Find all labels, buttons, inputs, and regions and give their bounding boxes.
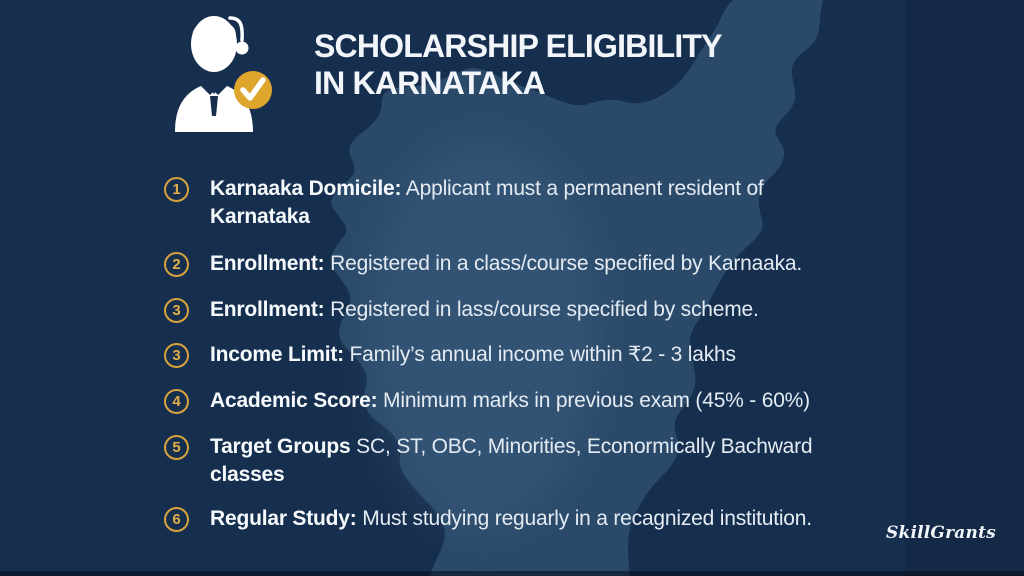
eligibility-item-6 [164,433,812,489]
page-title-line1: SCHOLARSHIP ELIGIBILITY [314,28,722,64]
item-label: Academic Score: [210,389,378,412]
item-number-badge: 3 [164,298,189,323]
item-description: Must studying reguarly in a recagnized institution. [356,507,812,530]
page-title [314,28,722,102]
eligibility-item-2 [164,250,802,278]
item-label: Target Groups [210,435,351,458]
item-suffix: classes [210,463,285,486]
item-text [210,505,812,533]
item-number-badge: 4 [164,389,189,414]
item-number-badge: 2 [164,252,189,277]
item-text [210,250,802,278]
item-description: SC, ST, OBC, Minorities, Econormically Bachward [350,435,813,458]
item-number-badge: 3 [164,343,189,368]
item-label: Enrollment: [210,252,325,275]
item-text [210,341,736,369]
item-text [210,175,764,231]
item-text [210,296,759,324]
item-number-badge: 5 [164,435,189,460]
page-title-line2: IN KARNATAKA [314,65,545,101]
eligibility-item-1 [164,175,764,231]
item-label: Enrollment: [210,298,325,321]
checkmark-badge-icon [234,71,272,109]
item-description: Registered in lass/course specified by scheme. [324,298,759,321]
student-checkmark-icon [163,6,298,132]
eligibility-item-4 [164,341,736,369]
right-edge-shade [905,0,1024,576]
item-description: Applicant must a permanent resident of [401,177,764,200]
item-description: Minimum marks in previous exam (45% - 60%) [377,389,810,412]
item-suffix: Karnataka [210,205,310,228]
item-number-badge: 1 [164,177,189,202]
item-description: Family’s annual income within ₹2 - 3 lakhs [343,343,736,366]
eligibility-item-3 [164,296,759,324]
eligibility-item-7 [164,505,812,533]
item-text [210,387,810,415]
item-description: Registered in a class/course specified by Karnaaka. [324,252,803,275]
item-number-badge: 6 [164,507,189,532]
eligibility-item-5 [164,387,810,415]
item-label: Karnaaka Domicile: [210,177,402,200]
brand-watermark: SkillGrants [886,523,996,543]
item-label: Regular Study: [210,507,357,530]
student-icon [163,6,298,132]
bottom-border [0,571,1024,576]
item-label: Income Limit: [210,343,344,366]
item-text [210,433,812,489]
